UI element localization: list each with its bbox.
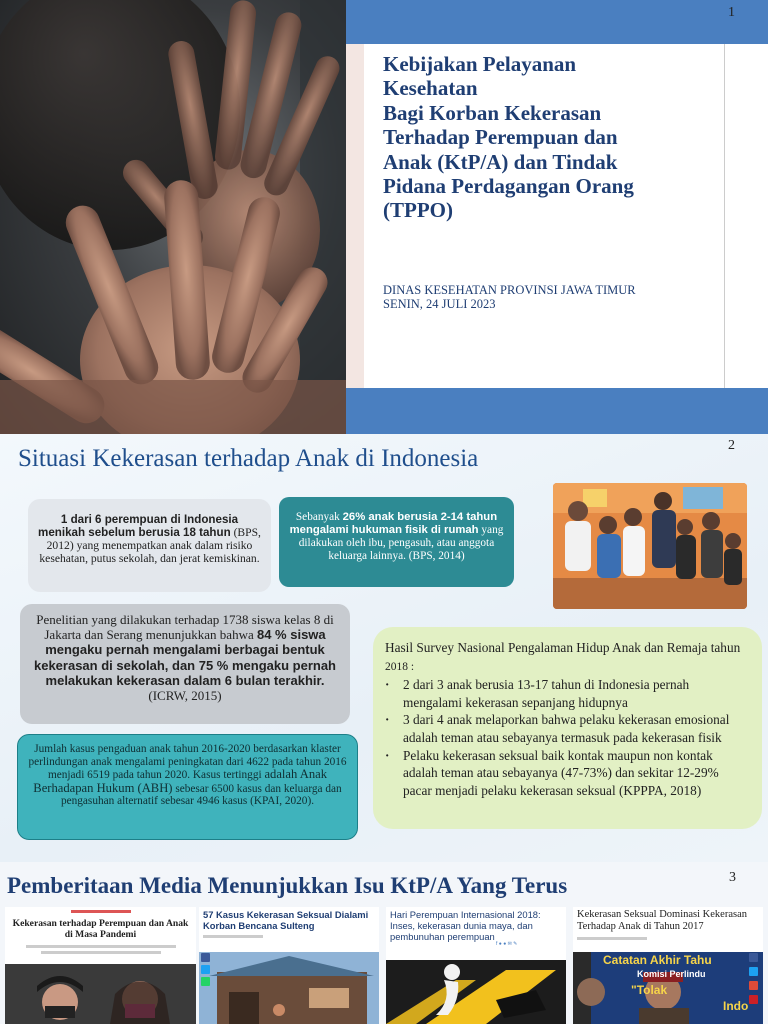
stat-text: sebesar 6500 kasus dan keluarga dan pengasuhan alternatif sebesar 4946 kasus (KPAI, 2020). xyxy=(60,782,342,808)
stat-highlight: 84 % siswa mengaku pernah mengalami berbagai bentuk kekerasan di sekolah, dan 75 % mengaku pernah melakukan kekerasan dalam 6 bulan terakhir. xyxy=(33,627,336,688)
bottom-accent-bar xyxy=(346,388,768,434)
title-line: Bagi Korban Kekerasan xyxy=(383,100,602,125)
national-survey-box xyxy=(373,627,762,829)
title-line: Pidana Perdagangan Orang xyxy=(383,174,634,199)
slide-number: 3 xyxy=(729,870,736,885)
source-marker xyxy=(71,910,131,913)
title-line: Anak (KtP/A) dan Tindak xyxy=(383,149,618,174)
title-line: Kesehatan xyxy=(383,76,478,101)
list-item: · 2 dari 3 anak berusia 13-17 tahun di Indonesia pernah mengalami kekerasan sepanjang hidupnya xyxy=(385,676,750,711)
banner-text: Komisi Perlindu xyxy=(637,969,706,979)
side-accent-strip xyxy=(346,44,364,388)
children-illustration xyxy=(553,483,747,609)
slide-title: Situasi Kekerasan terhadap Anak di Indonesia xyxy=(18,445,479,472)
slide-number: 2 xyxy=(728,438,735,453)
twitter-share-icon[interactable] xyxy=(749,967,758,976)
stat-prefix: Sebanyak xyxy=(295,511,343,523)
presentation-title xyxy=(383,52,713,223)
list-item: · Pelaku kekerasan seksual baik kontak maupun non kontak adalah teman atau sebayanya (47-73%) dan sekitar 12-29% pacar menjadi pelaku kekerasan seksual (KPPPA, 2018) xyxy=(385,747,750,800)
presenter-info xyxy=(383,283,713,311)
title-line: Terhadap Perempuan dan xyxy=(383,125,618,150)
title-line: Kebijakan Pelayanan xyxy=(383,52,577,76)
slide-1 xyxy=(0,0,768,434)
news-photo xyxy=(199,952,379,1024)
top-accent-bar xyxy=(346,0,768,44)
hands-illustration xyxy=(0,0,346,434)
banner-text: "Tolak xyxy=(631,983,668,997)
news-headline: Kekerasan terhadap Perempuan dan Anak di Masa Pandemi xyxy=(12,918,189,940)
twitter-share-icon[interactable] xyxy=(201,965,210,974)
text-placeholder xyxy=(203,935,263,938)
news-clipping-card xyxy=(573,907,763,1024)
stat-text: (ICRW, 2015) xyxy=(148,688,222,704)
news-clipping-card xyxy=(5,907,196,1024)
news-headline: Hari Perempuan Internasional 2018: Inses, kekerasan dunia maya, dan pembunuhan perempuan xyxy=(390,909,541,942)
child-marriage-stat-box xyxy=(28,499,271,592)
stat-text: (BPS, 2012) yang menempatkan anak dalam risiko kesehatan, putus sekolah, dan jerat kemiskinan. xyxy=(39,526,261,565)
stat-text: Jumlah kasus pengaduan anak tahun 2016-2020 berdasarkan klaster perlindungan anak mengalami peningkatan dari 4622 pada tahun 2016 menjadi 6519 pada tahun 2020. Kasus tertinggi xyxy=(28,743,347,782)
whatsapp-share-icon[interactable] xyxy=(201,977,210,986)
stat-text: yang dilakukan oleh ibu, pengasuh, atau anggota keluarga lainnya. (BPS, 2014) xyxy=(298,524,504,562)
stat-text: adalah Anak Berhadapan Hukum (ABH) xyxy=(33,767,328,795)
facebook-share-icon[interactable] xyxy=(749,953,758,962)
physical-punishment-stat-box xyxy=(279,497,514,587)
pinterest-share-icon[interactable] xyxy=(749,995,758,1004)
slide-2 xyxy=(0,434,768,862)
survey-heading-text: Hasil Survey Nasional Pengalaman Hidup Anak dan Remaja tahun xyxy=(385,640,741,655)
slide-3 xyxy=(0,862,768,1024)
presenter-org: DINAS KESEHATAN PROVINSI JAWA TIMUR xyxy=(383,283,636,297)
text-placeholder xyxy=(26,945,176,948)
survey-heading xyxy=(385,639,750,676)
list-item: · 3 dari 4 anak melaporkan bahwa pelaku kekerasan emosional adalah teman atau sebayanya termasuk pada kekerasan fisik xyxy=(385,711,750,746)
children-group-photo xyxy=(553,483,747,609)
news-clipping-card xyxy=(199,907,379,1024)
survey-heading-year: 2018 : xyxy=(385,660,415,673)
news-headline: 57 Kasus Kekerasan Seksual Dialami Korban Bencana Sulteng xyxy=(203,909,369,931)
title-line: (TPPO) xyxy=(383,198,453,223)
stat-highlight: 1 dari 6 perempuan di Indonesia menikah sebelum berusia 18 tahun xyxy=(38,513,239,539)
raised-hands-photo xyxy=(0,0,346,434)
banner-text: Indo xyxy=(723,999,749,1013)
stat-prefix: Penelitian yang dilakukan terhadap 1738 siswa kelas 8 di Jakarta dan Serang menunjukkan bahwa xyxy=(36,612,334,643)
banner-text: Catatan Akhir Tahu xyxy=(603,953,712,967)
slide-title: Pemberitaan Media Menunjukkan Isu KtP/A Yang Terus xyxy=(7,873,568,898)
news-clipping-card xyxy=(386,907,566,1024)
google-plus-share-icon[interactable] xyxy=(749,981,758,990)
news-photo xyxy=(5,964,196,1024)
news-headline: Kekerasan Seksual Dominasi Kekerasan Terhadap Anak di Tahun 2017 xyxy=(577,909,747,932)
text-placeholder xyxy=(577,937,647,940)
survey-findings-list xyxy=(385,676,750,799)
stat-highlight: 26% anak berusia 2-14 tahun mengalami hukuman fisik di rumah xyxy=(289,511,498,536)
kpai-complaints-stat-box xyxy=(17,734,358,840)
facebook-share-icon[interactable] xyxy=(201,953,210,962)
divider-line xyxy=(724,44,725,388)
share-icons[interactable]: f ● ● ✉ ✎ xyxy=(496,941,518,947)
slide-number: 1 xyxy=(728,5,735,20)
presentation-date: SENIN, 24 JULI 2023 xyxy=(383,297,496,311)
news-illustration xyxy=(386,960,566,1024)
text-placeholder xyxy=(41,951,161,954)
school-violence-stat-box xyxy=(20,604,350,724)
